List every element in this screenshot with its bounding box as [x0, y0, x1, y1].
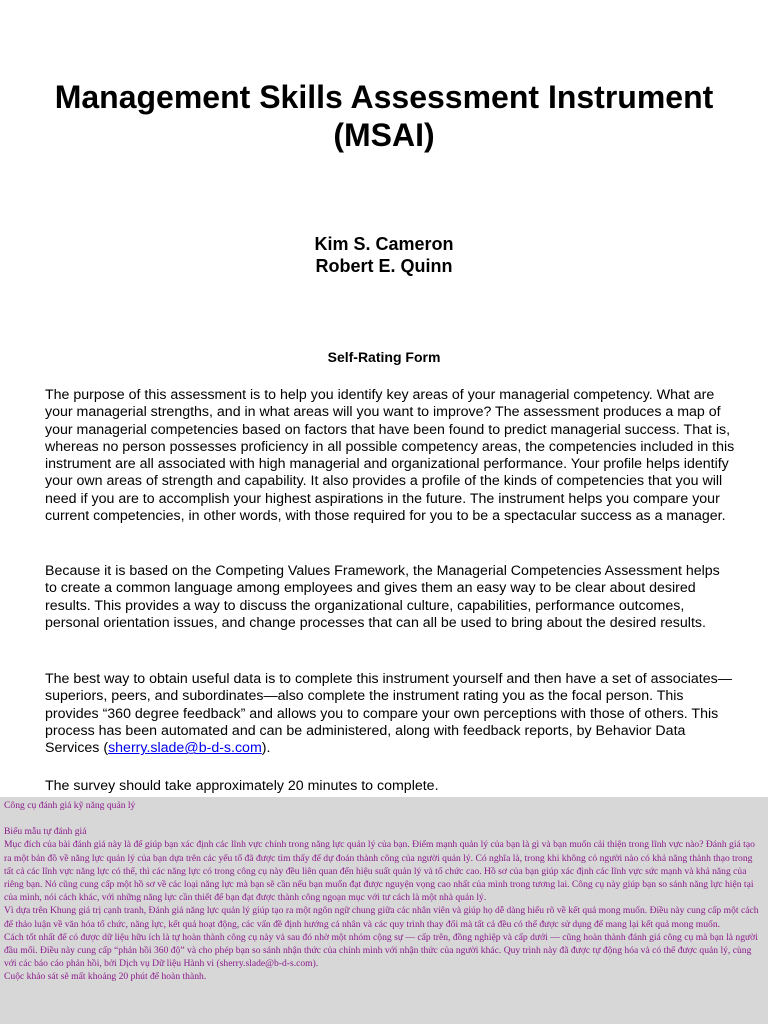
- paragraph-feedback: [45, 671, 735, 757]
- paragraph-text: The best way to obtain useful data is to complete this instrument yourself and then have a set of associates—superiors, peers, and subordinates—also complete the instrument rating you as the focal person. This provides “360 degree feedback” and allows you to compare your own perceptions with those of others. This process has been automated and can be administered, along with feedback reports, by Behavior Data Services (: [45, 671, 732, 757]
- overlay-paragraph: Mục đích của bài đánh giá này là để giúp bạn xác định các lĩnh vực chính trong năng lực quản lý của bạn. Điểm mạnh quản lý của bạn là gì và bạn muốn cải thiện trong lĩnh vực nào? Đánh giá tạo ra một bản đồ về năng lực quản lý của bạn dựa trên các yếu tố đã được tìm thấy để dự đoán thành công của người quản lý. Có nghĩa là, trong khi không có người nào có khả năng thành thạo trong tất cả các lĩnh vực năng lực có thể, thì các năng lực có trong công cụ này đều liên quan đến hiệu suất quản lý và tổ chức cao. Hồ sơ của bạn giúp xác định các lĩnh vực sức mạnh và khả năng của riêng bạn. Nó cũng cung cấp một hồ sơ về các loại năng lực mà bạn sẽ cần nếu bạn muốn đạt được nguyện vọng cao nhất của mình trong tương lai. Công cụ này giúp bạn so sánh năng lực hiện tại của mình, nói cách khác, với những năng lực cần thiết để bạn đạt được thành công ngoạn mục với tư cách là một nhà quản lý.: [4, 839, 755, 904]
- author-list: [0, 233, 768, 277]
- document-title: Management Skills Assessment Instrument (MSAI): [54, 79, 714, 153]
- overlay-spacer: [4, 812, 764, 825]
- author-name: Robert E. Quinn: [315, 256, 453, 276]
- email-link[interactable]: sherry.slade@b-d-s.com: [108, 740, 262, 757]
- paragraph-framework: Because it is based on the Competing Values Framework, the Managerial Competencies Assessment helps to create a common language among employees and gives them an easy way to be clear about desired results. This provides a way to discuss the organizational culture, capabilities, performance outcomes, personal orientation issues, and change processes that can all be used to bring about the desired results.: [45, 563, 720, 631]
- overlay-line: Công cụ đánh giá kỹ năng quản lý: [4, 800, 136, 811]
- overlay-paragraph: Cách tốt nhất để có được dữ liệu hữu ích là tự hoàn thành công cụ này và sau đó nhờ một nhóm cộng sự — cấp trên, đồng nghiệp và cấp dưới — cũng hoàn thành đánh giá công cụ mà bạn là người đầu mối. Điều này cung cấp “phản hồi 360 độ” và cho phép bạn so sánh nhận thức của chính mình với nhận thức của người khác. Quy trình này đã được tự động hóa và có thể được quản lý, cùng với các báo cáo phản hồi, bởi Dịch vụ Dữ liệu Hành vi (sherry.slade@b-d-s.com).: [4, 931, 758, 970]
- form-title: Self-Rating Form: [327, 349, 441, 365]
- paragraph-duration: The survey should take approximately 20 minutes to complete.: [45, 778, 439, 794]
- overlay-paragraph: Vì dựa trên Khung giá trị cạnh tranh, Đánh giá năng lực quản lý giúp tạo ra một ngôn ngữ chung giữa các nhân viên và giúp họ dễ dàng hiểu rõ về kết quả mong muốn. Điều này cung cấp một cách để thảo luận về văn hóa tổ chức, năng lực, kết quả hoạt động, các vấn đề định hướng cá nhân và các quy trình thay đổi mà tất cả đều có thể được sử dụng để mang lại kết quả mong muốn.: [4, 905, 759, 930]
- paragraph-purpose: The purpose of this assessment is to help you identify key areas of your managerial competency. What are your managerial strengths, and in what areas will you want to improve? The assessment produces a map of your managerial competencies based on factors that have been found to predict managerial success. That is, whereas no person possesses proficiency in all possible competency areas, the competencies included in this instrument are all associated with high managerial and organizational performance. Your profile helps identify your own areas of strength and capability. It also provides a profile of the kinds of competencies that you will need if you are to accomplish your highest aspirations in the future. The instrument helps you compare your current competencies, in other words, with those required for you to be a spectacular success as a manager.: [45, 387, 735, 525]
- translation-overlay: [0, 797, 768, 1024]
- paragraph-text: ).: [261, 740, 271, 757]
- author-name: Kim S. Cameron: [314, 234, 454, 254]
- overlay-line: Biểu mẫu tự đánh giá: [4, 826, 87, 838]
- overlay-paragraph: Cuộc khảo sát sẽ mất khoảng 20 phút để hoàn thành.: [4, 971, 207, 983]
